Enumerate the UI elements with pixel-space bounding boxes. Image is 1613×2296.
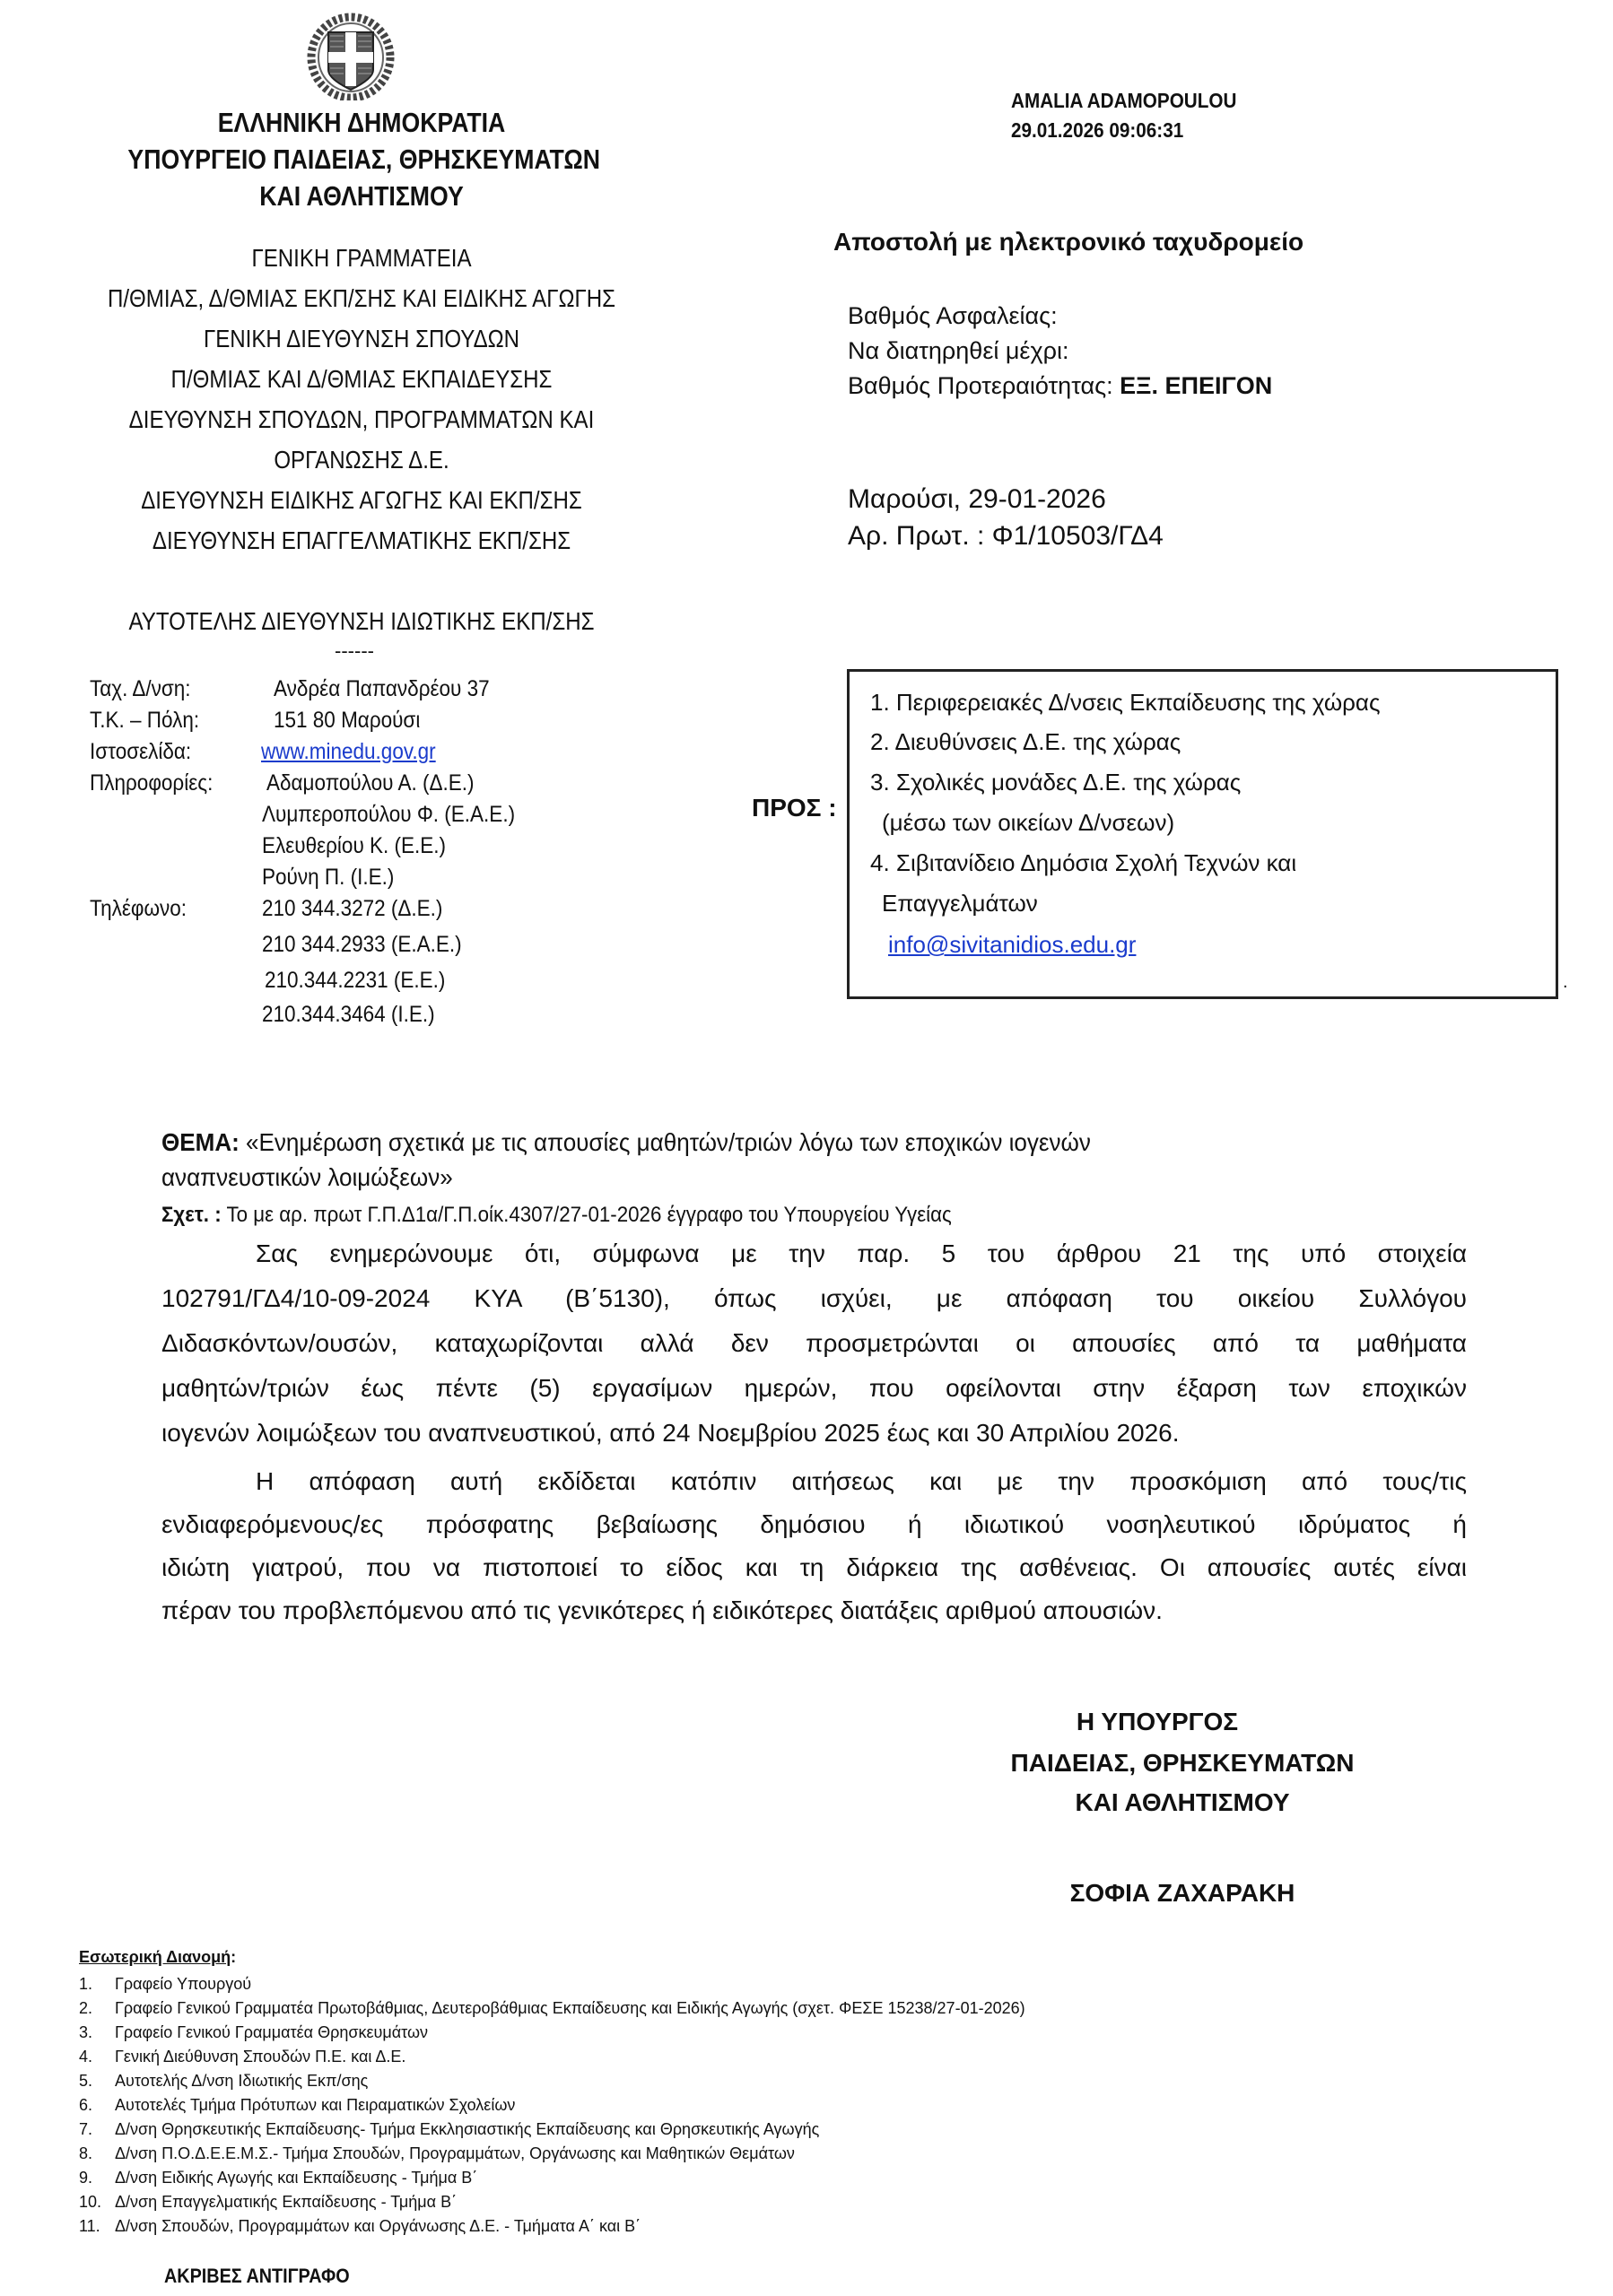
website-link[interactable]: www.minedu.gov.gr — [261, 739, 436, 764]
recipient-item: 1. Περιφερειακές Δ/νσεις Εκπαίδευσης της χώρας — [870, 689, 1381, 716]
item-text: Δ/νση Π.Ο.Δ.Ε.Ε.Μ.Σ.- Τμήμα Σπουδών, Προγραμμάτων, Οργάνωσης και Μαθητικών Θεμάτων — [115, 2144, 795, 2162]
place-date: Μαρούσι, 29-01-2026 — [848, 484, 1106, 514]
distribution-item — [79, 2045, 405, 2069]
distribution-item — [79, 2093, 515, 2118]
priority-value: ΕΞ. ΕΠΕΙΓΟΝ — [1120, 372, 1273, 399]
distribution-item — [79, 2118, 819, 2142]
distribution-item — [79, 2166, 477, 2190]
delivery-method: Αποστολή με ηλεκτρονικό ταχυδρομείο — [833, 228, 1304, 256]
phone-label: Τηλέφωνο: — [90, 896, 187, 921]
distribution-item — [79, 2190, 457, 2214]
item-number: 9. — [79, 2169, 93, 2187]
phone-number: 210.344.2231 (Ε.Ε.) — [265, 968, 446, 993]
signature-title-line: Η ΥΠΟΥΡΓΟΣ — [1076, 1708, 1239, 1735]
distribution-item — [79, 2142, 795, 2166]
exact-copy-label: ΑΚΡΙΒΕΣ ΑΝΤΙΓΡΑΦΟ — [164, 2265, 350, 2287]
retain-until-label: Να διατηρηθεί μέχρι: — [848, 337, 1069, 364]
item-text: Δ/νση Θρησκευτικής Εκπαίδευσης- Τμήμα Εκκλησιαστικής Εκπαίδευσης και Θρησκευτικής Αγωγής — [115, 2120, 820, 2138]
body-line: ιδιώτη γιατρού, που να πιστοποιεί το είδος και τη διάρκεια της ασθένειας. Οι απουσίες αυτές είναι — [161, 1553, 1467, 1581]
distribution-item — [79, 2214, 641, 2239]
subject-label: ΘΕΜΑ: — [161, 1128, 240, 1156]
item-text: Γραφείο Γενικού Γραμματέα Πρωτοβάθμιας, Δευτεροβάθμιας Εκπαίδευσης και Ειδικής Αγωγής (σχετ. ΦΕΣΕ 15238/27-01-2026) — [115, 1999, 1025, 2017]
city-label: Τ.Κ. – Πόλη: — [90, 708, 200, 733]
info-contact: Ελευθερίου Κ. (Ε.Ε.) — [262, 833, 447, 858]
body-line: 102791/ΓΔ4/10-09-2024 ΚΥΑ (Β΄5130), όπως ισχύει, με απόφαση του οικείου Συλλόγου — [161, 1284, 1467, 1312]
signature-datetime: 29.01.2026 09:06:31 — [1011, 118, 1184, 142]
distribution-item — [79, 1972, 251, 1996]
header-title-line: ΚΑΙ ΑΘΛΗΤΙΣΜΟΥ — [259, 180, 464, 212]
item-number: 4. — [79, 2048, 93, 2066]
distribution-item — [79, 2069, 368, 2093]
phone-number: 210.344.3464 (Ι.Ε.) — [262, 1002, 435, 1027]
department-line: ΓΕΝΙΚΗ ΓΡΑΜΜΑΤΕΙΑ — [251, 244, 472, 272]
body-line: μαθητών/τριών έως πέντε (5) εργασίμων ημερών, που οφείλονται στην έξαρση των εποχικών — [161, 1374, 1467, 1402]
item-number: 5. — [79, 2072, 93, 2090]
recipient-item: 3. Σχολικές μονάδες Δ.Ε. της χώρας — [870, 769, 1242, 796]
signature-title-line: ΠΑΙΔΕΙΑΣ, ΘΡΗΣΚΕΥΜΑΤΩΝ — [1010, 1749, 1355, 1777]
recipient-item: 4. Σιβιτανίδειο Δημόσια Σχολή Τεχνών και — [870, 849, 1297, 876]
phone-number: 210 344.2933 (Ε.Α.Ε.) — [262, 932, 462, 957]
city-value: 151 80 Μαρούσι — [274, 708, 421, 733]
item-number: 11. — [79, 2217, 100, 2235]
separator: ------ — [335, 639, 374, 662]
info-contact: Λυμπεροπούλου Φ. (Ε.Α.Ε.) — [262, 802, 516, 827]
item-number: 7. — [79, 2120, 93, 2138]
item-text: Δ/νση Σπουδών, Προγραμμάτων και Οργάνωσης Δ.Ε. - Τμήματα Α΄ και Β΄ — [115, 2217, 641, 2235]
item-number: 1. — [79, 1975, 93, 1993]
body-line: Διδασκόντων/ουσών, καταχωρίζονται αλλά δεν προσμετρώνται οι απουσίες από τα μαθήματα — [161, 1329, 1467, 1357]
priority-label: Βαθμός Προτεραιότητας: — [848, 372, 1120, 399]
subject-text: «Ενημέρωση σχετικά με τις απουσίες μαθητών/τριών λόγω των εποχικών ιογενών — [239, 1128, 1091, 1156]
signer-name: AMALIA ADAMOPOULOU — [1011, 89, 1237, 112]
item-text: Γραφείο Υπουργού — [115, 1975, 252, 1993]
body-line: πέραν του προβλεπόμενου από τις γενικότερες ή ειδικότερες διατάξεις αριθμού απουσιών. — [161, 1596, 1163, 1624]
address-label: Ταχ. Δ/νση: — [90, 676, 191, 701]
protocol-number: Αρ. Πρωτ. : Φ1/10503/ΓΔ4 — [848, 521, 1164, 551]
priority-row — [848, 369, 1272, 404]
recipient-email-link[interactable]: info@sivitanidios.edu.gr — [888, 931, 1137, 958]
department-line: ΔΙΕΥΘΥΝΣΗ ΕΙΔΙΚΗΣ ΑΓΩΓΗΣ ΚΑΙ ΕΚΠ/ΣΗΣ — [141, 486, 582, 514]
department-line: ΓΕΝΙΚΗ ΔΙΕΥΘΥΝΣΗ ΣΠΟΥΔΩΝ — [203, 325, 520, 352]
item-text: Αυτοτελές Τμήμα Πρότυπων και Πειραματικών Σχολείων — [115, 2096, 516, 2114]
info-contact: Αδαμοπούλου Α. (Δ.Ε.) — [266, 770, 475, 796]
header-title-line: ΕΛΛΗΝΙΚΗ ΔΗΜΟΚΡΑΤΙΑ — [217, 107, 506, 138]
department-line: Π/ΘΜΙΑΣ ΚΑΙ Δ/ΘΜΙΑΣ ΕΚΠΑΙΔΕΥΣΗΣ — [170, 365, 553, 393]
body-line: Σας ενημερώνουμε ότι, σύμφωνα με την παρ. 5 του άρθρου 21 της υπό στοιχεία — [256, 1239, 1467, 1267]
distribution-colon: : — [231, 1948, 237, 1966]
distribution-item — [79, 1996, 1025, 2021]
signature-title-line: ΚΑΙ ΑΘΛΗΤΙΣΜΟΥ — [1075, 1788, 1290, 1816]
body-line: Η απόφαση αυτή εκδίδεται κατόπιν αιτήσεως και με την προσκόμιση από τους/τις — [256, 1467, 1467, 1495]
department-line: ΟΡΓΑΝΩΣΗΣ Δ.Ε. — [274, 446, 449, 474]
item-number: 6. — [79, 2096, 93, 2114]
distribution-item — [79, 2021, 428, 2045]
related-label: Σχετ. : — [161, 1203, 222, 1227]
department-line: ΔΙΕΥΘΥΝΣΗ ΕΠΑΓΓΕΛΜΑΤΙΚΗΣ ΕΚΠ/ΣΗΣ — [152, 526, 571, 554]
recipients-label: ΠΡΟΣ : — [752, 794, 837, 822]
item-number: 3. — [79, 2023, 93, 2041]
website-label: Ιστοσελίδα: — [90, 739, 192, 764]
info-label: Πληροφορίες: — [90, 770, 214, 796]
related-line — [161, 1203, 952, 1228]
address-value: Ανδρέα Παπανδρέου 37 — [274, 676, 490, 701]
trailing-dot: . — [1563, 972, 1568, 992]
item-text: Γενική Διεύθυνση Σπουδών Π.Ε. και Δ.Ε. — [115, 2048, 406, 2066]
department-line: Π/ΘΜΙΑΣ, Δ/ΘΜΙΑΣ ΕΚΠ/ΣΗΣ ΚΑΙ ΕΙΔΙΚΗΣ ΑΓΩΓΗΣ — [107, 284, 616, 312]
header-title-line: ΥΠΟΥΡΓΕΙΟ ΠΑΙΔΕΙΑΣ, ΘΡΗΣΚΕΥΜΑΤΩΝ — [127, 144, 600, 175]
distribution-title: Εσωτερική Διανομή — [79, 1948, 231, 1966]
item-number: 10. — [79, 2193, 102, 2211]
recipient-item: Επαγγελμάτων — [882, 890, 1038, 917]
security-level-label: Βαθμός Ασφαλείας: — [848, 302, 1058, 329]
subject-line — [161, 1125, 1091, 1161]
related-text: Το με αρ. πρωτ Γ.Π.Δ1α/Γ.Π.οίκ.4307/27-01-2026 έγγραφο του Υπουργείου Υγείας — [221, 1203, 952, 1227]
item-number: 8. — [79, 2144, 93, 2162]
item-text: Δ/νση Ειδικής Αγωγής και Εκπαίδευσης - Τμήμα Β΄ — [115, 2169, 478, 2187]
phone-number: 210 344.3272 (Δ.Ε.) — [262, 896, 443, 921]
info-contact: Ρούνη Π. (Ι.Ε.) — [262, 865, 395, 890]
item-text: Γραφείο Γενικού Γραμματέα Θρησκευμάτων — [115, 2023, 429, 2041]
body-line: ιογενών λοιμώξεων του αναπνευστικού, από 24 Νοεμβρίου 2025 έως και 30 Απριλίου 2026. — [161, 1419, 1180, 1447]
subject-text-continued: αναπνευστικών λοιμώξεων» — [161, 1163, 453, 1191]
body-line: ενδιαφερόμενους/ες πρόσφατης βεβαίωσης δημόσιου ή ιδιωτικού νοσηλευτικού ιδρύματος ή — [161, 1510, 1467, 1538]
department-line: ΔΙΕΥΘΥΝΣΗ ΣΠΟΥΔΩΝ, ΠΡΟΓΡΑΜΜΑΤΩΝ ΚΑΙ — [128, 405, 595, 433]
item-number: 2. — [79, 1999, 93, 2017]
recipient-item: (μέσω των οικείων Δ/νσεων) — [882, 809, 1175, 836]
private-education-unit: ΑΥΤΟΤΕΛΗΣ ΔΙΕΥΘΥΝΣΗ ΙΔΙΩΤΙΚΗΣ ΕΚΠ/ΣΗΣ — [128, 607, 595, 635]
recipient-item: 2. Διευθύνσεις Δ.Ε. της χώρας — [870, 728, 1181, 755]
distribution-heading — [79, 1948, 236, 1967]
item-text: Αυτοτελής Δ/νση Ιδιωτικής Εκπ/σης — [115, 2072, 369, 2090]
greek-coat-of-arms-icon — [307, 13, 395, 100]
signatory-name: ΣΟΦΙΑ ΖΑΧΑΡΑΚΗ — [1069, 1879, 1295, 1907]
item-text: Δ/νση Επαγγελματικής Εκπαίδευσης - Τμήμα Β΄ — [115, 2193, 458, 2211]
